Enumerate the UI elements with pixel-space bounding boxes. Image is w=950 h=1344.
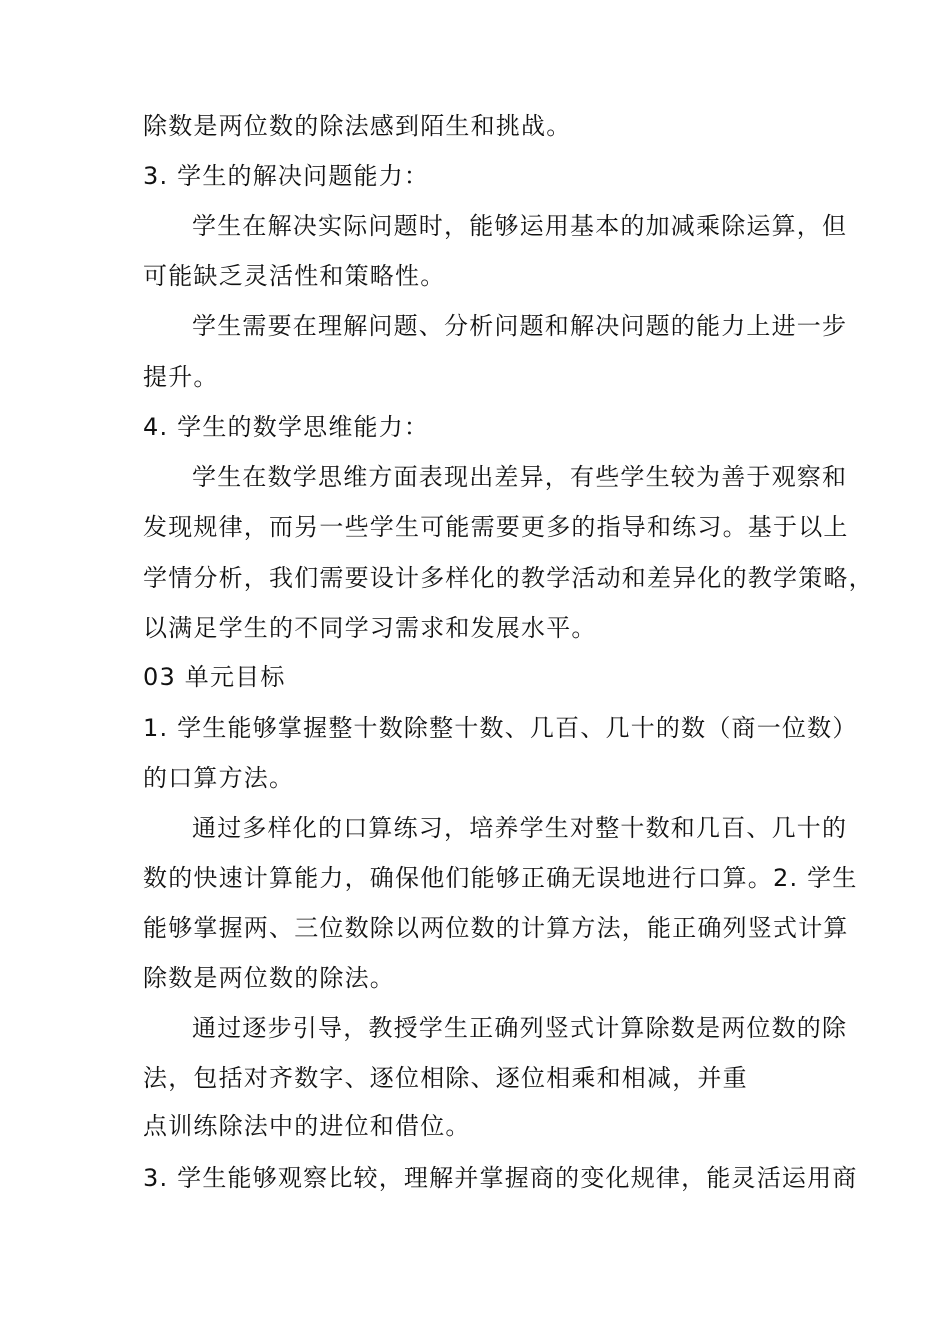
- text-line: 以满足学生的不同学习需求和发展水平。: [143, 614, 597, 642]
- text-line: 点训练除法中的进位和借位。: [143, 1112, 471, 1140]
- text-line: 法，包括对齐数字、逐位相除、逐位相乘和相减，并重: [143, 1064, 748, 1092]
- text-line: 能够掌握两、三位数除以两位数的计算方法，能正确列竖式计算: [143, 914, 849, 942]
- text-line: 学生在数学思维方面表现出差异，有些学生较为善于观察和: [192, 463, 848, 491]
- text-line: 的口算方法。: [143, 764, 295, 792]
- text-line: 可能缺乏灵活性和策略性。: [143, 262, 446, 290]
- text-line: 学生需要在理解问题、分析问题和解决问题的能力上进一步: [192, 312, 848, 340]
- text-line: 通过逐步引导，教授学生正确列竖式计算除数是两位数的除: [192, 1014, 848, 1042]
- text-line: 3. 学生能够观察比较，理解并掌握商的变化规律，能灵活运用商: [143, 1164, 858, 1192]
- section-title-unit-goals: 03 单元目标: [143, 663, 286, 691]
- text-line: 提升。: [143, 363, 219, 391]
- text-line: 学生在解决实际问题时，能够运用基本的加减乘除运算，但: [192, 212, 848, 240]
- text-line: 发现规律，而另一些学生可能需要更多的指导和练习。基于以上: [143, 513, 849, 541]
- section-heading-problem-solving: 3. 学生的解决问题能力：: [143, 162, 430, 190]
- text-line: 数的快速计算能力，确保他们能够正确无误地进行口算。2. 学生: [143, 864, 858, 892]
- text-line: 1. 学生能够掌握整十数除整十数、几百、几十的数（商一位数）: [143, 714, 858, 742]
- text-line: 除数是两位数的除法。: [143, 964, 395, 992]
- text-line: 学情分析，我们需要设计多样化的教学活动和差异化的教学策略，: [143, 564, 874, 592]
- section-heading-math-thinking: 4. 学生的数学思维能力：: [143, 413, 430, 441]
- text-line: 除数是两位数的除法感到陌生和挑战。: [143, 112, 572, 140]
- text-line: 通过多样化的口算练习，培养学生对整十数和几百、几十的: [192, 814, 848, 842]
